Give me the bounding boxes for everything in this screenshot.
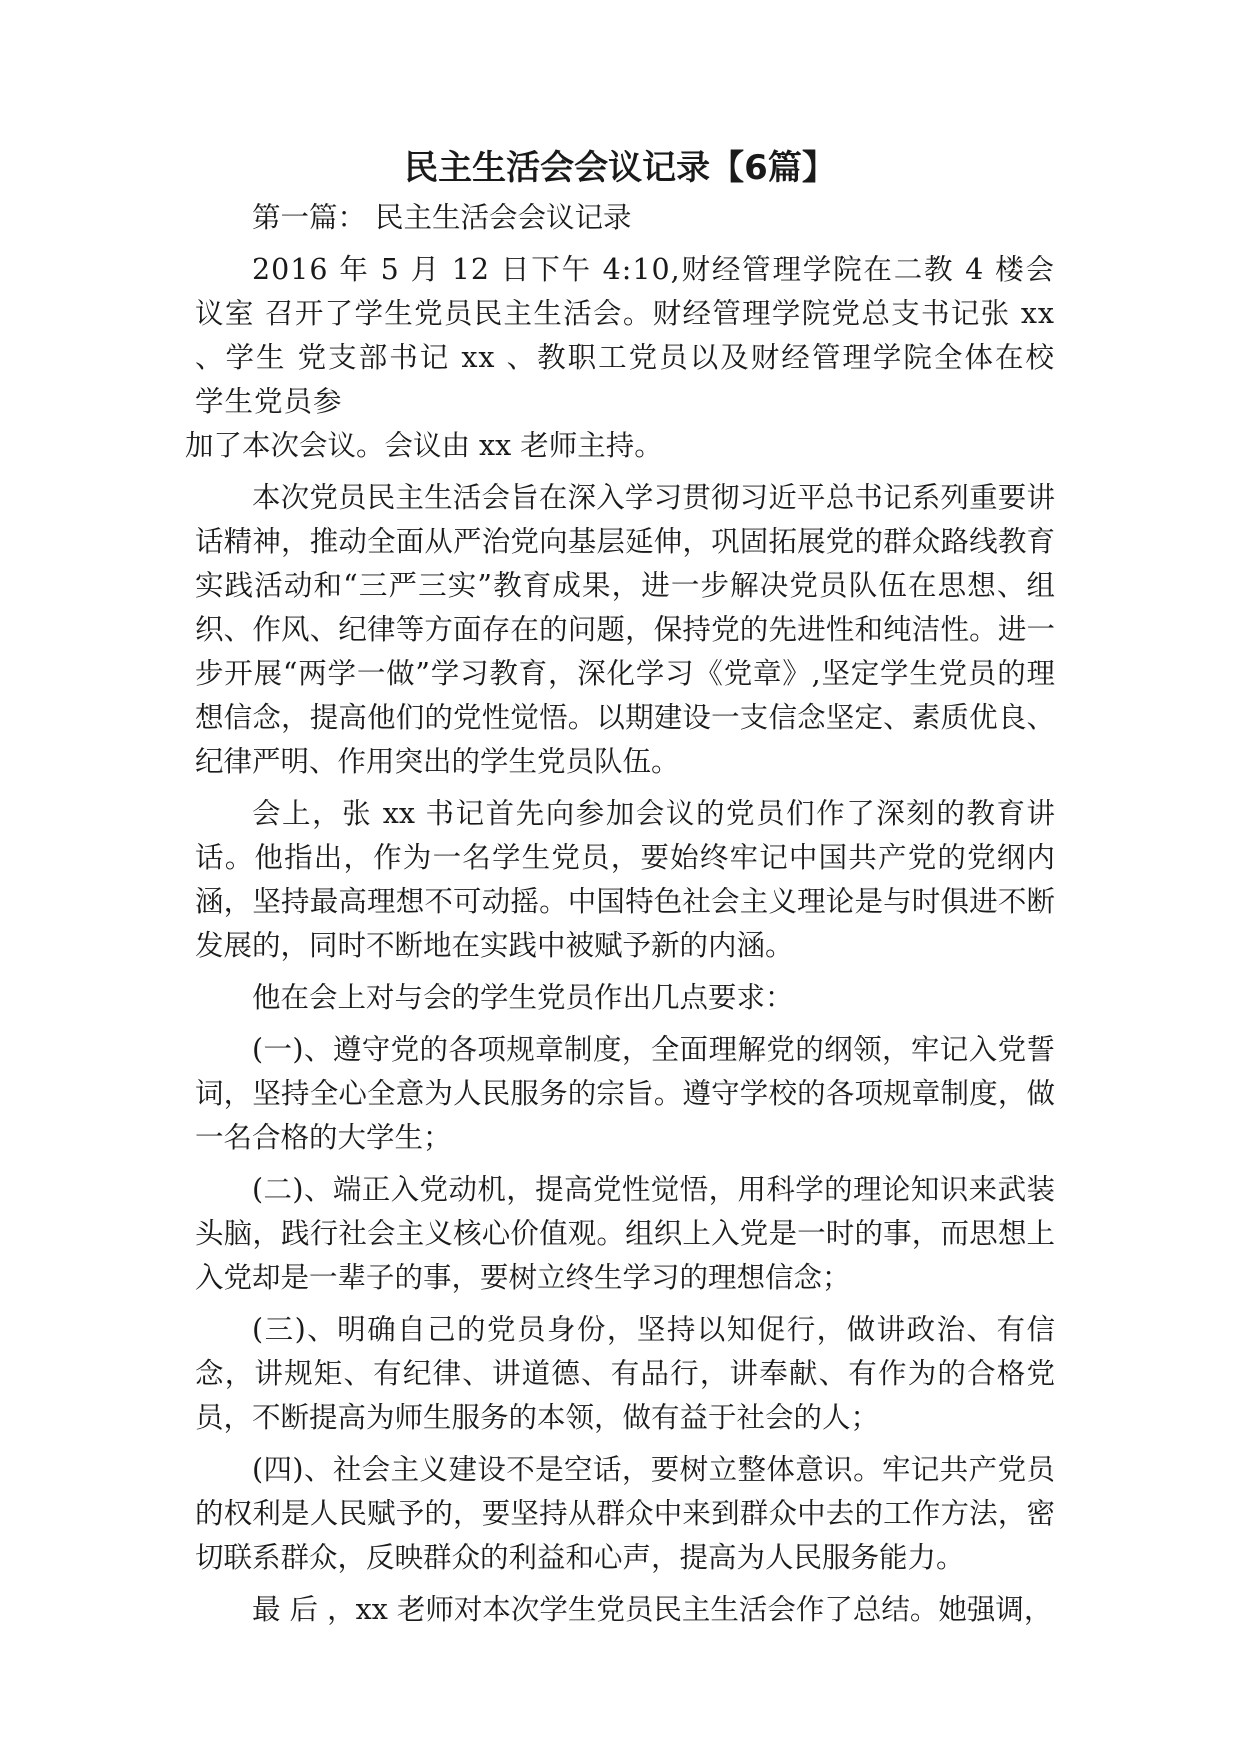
document-title: 民主生活会会议记录【6篇】 — [404, 148, 836, 188]
document-body — [185, 196, 1055, 1632]
list-item: (三)、明确自己的党员身份，坚持以知促行，做讲政治、有信念，讲规矩、有纪律、讲道德、有品行，讲奉献、有作为的合格党员，不断提高为师生服务的本领，做有益于社会的人； — [195, 1313, 1055, 1434]
paragraph: 会上，张 xx 书记首先向参加会议的党员们作了深刻的教育讲话。他指出，作为一名学生党员，要始终牢记中国共产党的党纲内涵，坚持最高理想不可动摇。中国特色社会主义理论是与时俱进不断发展的，同时不断地在实践中被赋予新的内涵。 — [195, 797, 1055, 962]
paragraph: 他在会上对与会的学生党员作出几点要求： — [252, 981, 794, 1014]
paragraph: 加了本次会议。会议由 xx 老师主持。 — [185, 429, 663, 462]
paragraph: 本次党员民主生活会旨在深入学习贯彻习近平总书记系列重要讲话精神，推动全面从严治党向基层延伸，巩固拓展党的群众路线教育实践活动和“三严三实”教育成果，进一步解决党员队伍在思想、组织、作风、纪律等方面存在的问题，保持党的先进性和纯洁性。进一步开展“两学一做”学习教育，深化学习《党章》,坚定学生党员的理想信念，提高他们的党性觉悟。以期建设一支信念坚定、素质优良、纪律严明、作用突出的学生党员队伍。 — [195, 481, 1055, 778]
list-item: (一)、遵守党的各项规章制度，全面理解党的纲领，牢记入党誓词，坚持全心全意为人民服务的宗旨。遵守学校的各项规章制度，做一名合格的大学生； — [195, 1033, 1055, 1154]
list-item: (四)、社会主义建设不是空话，要树立整体意识。牢记共产党员的权利是人民赋予的，要坚持从群众中来到群众中去的工作方法，密切联系群众，反映群众的利益和心声，提高为人民服务能力。 — [195, 1453, 1055, 1574]
paragraph: 2016 年 5 月 12 日下午 4:10,财经管理学院在二教 4 楼会议室 召开了学生党员民主生活会。财经管理学院党总支书记张 xx 、学生 党支部书记 xx 、教职工党员以及财经管理学院全体在校学生党员参 — [195, 253, 1055, 418]
list-item: (二)、端正入党动机，提高党性觉悟，用科学的理论知识来武装头脑，践行社会主义核心价值观。组织上入党是一时的事，而思想上入党却是一辈子的事，要树立终生学习的理想信念； — [195, 1173, 1055, 1294]
paragraph: 最 后 ，xx 老师对本次学生党员民主生活会作了总结。她强调， — [252, 1593, 1053, 1626]
section-heading: 第一篇： 民主生活会会议记录 — [252, 201, 632, 234]
